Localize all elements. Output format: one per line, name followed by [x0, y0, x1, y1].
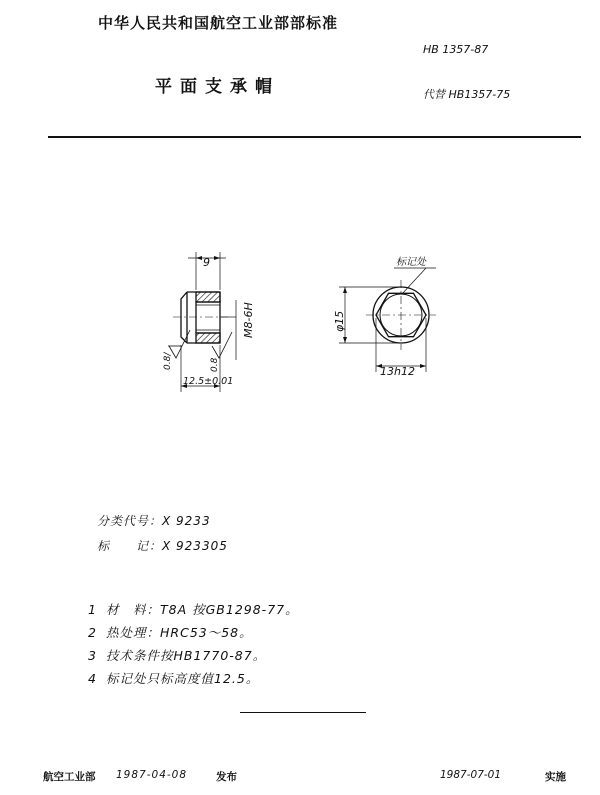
roughness-left: 0.8/ [163, 352, 173, 370]
document-title: 平面支承帽 [155, 77, 280, 97]
footer-issue-date: 1987-04-08 [116, 769, 188, 781]
marking: 标 记：X 923305 [97, 539, 228, 553]
standard-number: HB 1357-87 [423, 43, 489, 56]
note-text: 材 料：T8A 按GB1298-77。 [106, 602, 299, 617]
note-item [88, 646, 266, 664]
note-text: 标记处只标高度值12.5。 [106, 671, 260, 686]
note-item [88, 669, 259, 687]
note-text: 技术条件按HB1770-87。 [106, 648, 267, 663]
end-view [339, 268, 436, 372]
footer-issuer: 航空工业部 [43, 771, 96, 783]
end-rule [240, 712, 366, 713]
dim-length: 12.5±0.01 [183, 376, 234, 387]
note-number: 4 [88, 671, 97, 686]
note-item [88, 623, 253, 641]
note-number: 2 [88, 625, 97, 640]
issuing-organization: 中华人民共和国航空工业部部标准 [98, 14, 339, 32]
footer-issue-label: 发布 [216, 771, 237, 783]
dim-across-flats: 13h12 [380, 365, 415, 378]
note-number: 3 [88, 648, 97, 663]
note-text: 热处理：HRC53～58。 [106, 625, 253, 640]
replaces-standard: 代替 HB1357-75 [423, 88, 511, 101]
note-number: 1 [88, 602, 97, 617]
roughness-right: 0.8 [210, 357, 220, 372]
dim-diameter: φ15 [333, 310, 346, 332]
dim-thread: M8-6H [242, 302, 255, 338]
mark-location-label: 标记处 [396, 257, 426, 268]
note-item [88, 600, 299, 618]
classification-code: 分类代号：X 9233 [97, 514, 211, 528]
footer-effective-date: 1987-07-01 [440, 769, 502, 781]
dim-width-9: 9 [203, 256, 210, 269]
footer-effective-label: 实施 [545, 771, 566, 783]
side-view [168, 252, 236, 392]
